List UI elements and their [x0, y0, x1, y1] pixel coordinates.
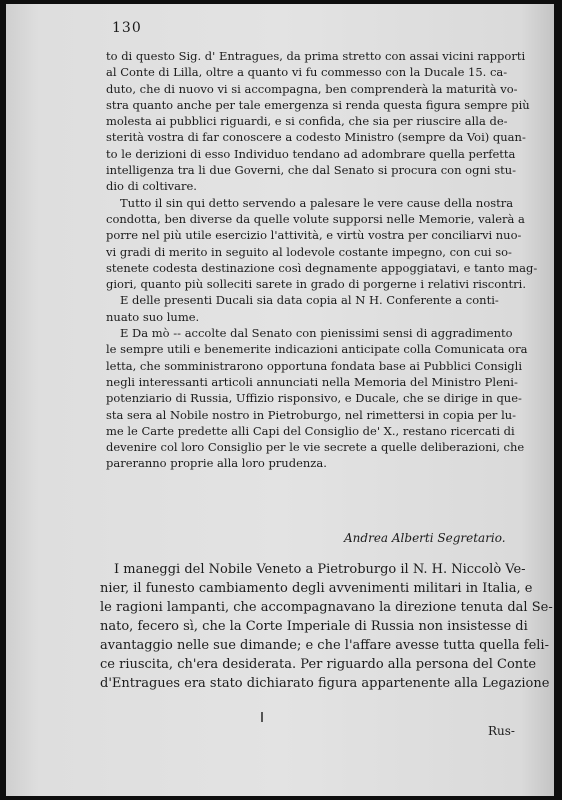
text-line: to le derizioni di esso Individuo tendano ad adombrare quella perfetta: [106, 146, 516, 161]
text-line: nuato suo lume.: [106, 309, 200, 324]
text-line: condotta, ben diverse da quelle volute supporsi nelle Memorie, valerà a: [106, 211, 525, 226]
text-line: sterità vostra di far conoscere a codesto Ministro (sempre da Voi) quan-: [106, 130, 526, 145]
text-line: Tutto il sin qui detto servendo a palesare le vere cause della nostra: [120, 195, 514, 210]
paragraph: [106, 195, 546, 293]
text-line: intelligenza tra li due Governi, che dal Senato si procura con ogni stu-: [106, 163, 517, 178]
narrative-text: [100, 560, 553, 693]
paragraph: [106, 48, 546, 195]
text-line: nier, il funesto cambiamento degli avvenimenti militari in Italia, e: [100, 581, 533, 596]
text-line: molesta ai pubblici riguardi, e si confida, che sia per riuscire alla de-: [106, 114, 508, 129]
text-line: nato, fecero sì, che la Corte Imperiale di Russia non insistesse di: [100, 619, 528, 634]
text-line: dio di coltivare.: [106, 179, 197, 194]
text-line: stra quanto anche per tale emergenza si renda questa figura sempre più: [106, 97, 530, 112]
signature: Andrea Alberti Segretario.: [344, 531, 506, 545]
text-line: stenete codesta destinazione così degnamente appoggiatavi, e tanto mag-: [106, 260, 538, 275]
main-text: [106, 48, 546, 472]
text-line: to di questo Sig. d' Entragues, da prima stretto con assai vicini rapporti: [106, 49, 526, 63]
text-line: vi gradi di merito in seguito al lodevole costante impegno, con cui so-: [106, 244, 512, 259]
text-line: I maneggi del Nobile Veneto a Pietroburgo il N. H. Niccolò Ve-: [114, 562, 526, 577]
print-mark: [261, 712, 263, 722]
text-line: E Da mò -- accolte dal Senato con pienissimi sensi di aggradimento: [120, 326, 513, 341]
paragraph: [106, 292, 546, 325]
text-line: negli interessanti articoli annunciati nella Memoria del Ministro Pleni-: [106, 374, 518, 389]
text-line: le sempre utili e benemerite indicazioni anticipate colla Comunicata ora: [106, 342, 528, 357]
text-line: sta sera al Nobile nostro in Pietroburgo, nel rimettersi in copia per lu-: [106, 407, 517, 422]
document-page: [6, 4, 554, 796]
paragraph: [106, 325, 546, 472]
text-line: d'Entragues era stato dichiarato figura appartenente alla Legazione: [100, 676, 550, 691]
text-line: porre nel più utile esercizio l'attività, e virtù vostra per conciliarvi nuo-: [106, 228, 522, 243]
catchword: Rus-: [488, 724, 515, 738]
text-line: pareranno proprie alla loro prudenza.: [106, 456, 327, 471]
page-number: 130: [112, 20, 142, 36]
text-line: avantaggio nelle sue dimande; e che l'affare avesse tutta quella feli-: [100, 638, 549, 653]
text-line: letta, che somministrarono opportuna fondata base ai Pubblici Consigli: [106, 358, 523, 373]
text-line: giori, quanto più solleciti sarete in grado di porgerne i relativi riscontri.: [106, 277, 526, 292]
text-line: devenire col loro Consiglio per le vie secrete a quelle deliberazioni, che: [106, 440, 525, 455]
text-line: ce riuscita, ch'era desiderata. Per riguardo alla persona del Conte: [100, 657, 537, 672]
text-line: duto, che di nuovo vi si accompagna, ben comprenderà la maturità vo-: [106, 81, 518, 96]
text-line: potenziario di Russia, Uffizio risponsivo, e Ducale, che se dirige in que-: [106, 391, 522, 406]
text-line: le ragioni lampanti, che accompagnavano la direzione tenuta dal Se-: [100, 600, 553, 615]
text-line: al Conte di Lilla, oltre a quanto vi fu commesso con la Ducale 15. ca-: [106, 65, 508, 80]
text-line: me le Carte predette alli Capi del Consiglio de' X., restano ricercati di: [106, 423, 515, 438]
text-line: E delle presenti Ducali sia data copia al N H. Conferente a conti-: [120, 293, 499, 308]
